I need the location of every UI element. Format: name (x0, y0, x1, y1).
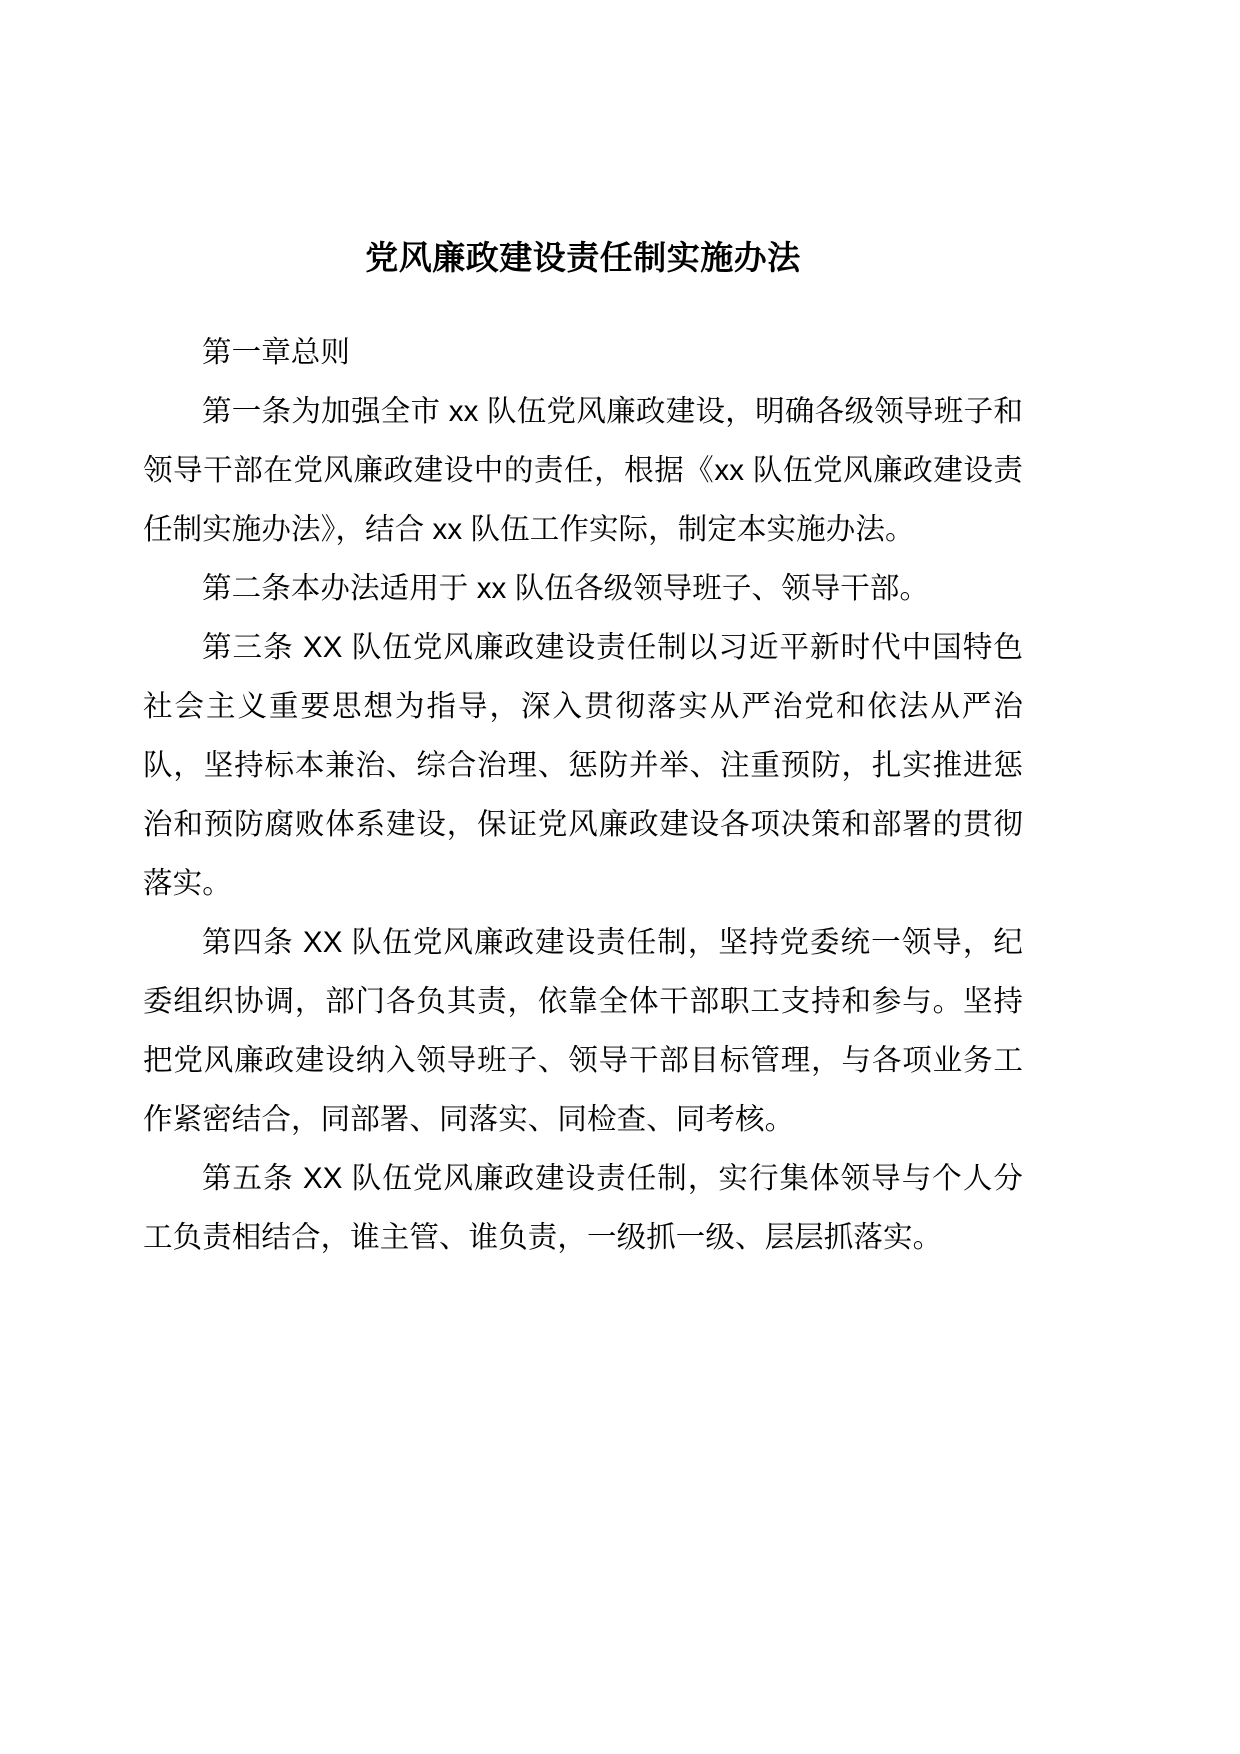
article-paragraph-2: 第二条本办法适用于 xx 队伍各级领导班子、领导干部。 (202, 571, 930, 605)
document-content (143, 236, 1023, 1267)
article-paragraph-1: 第一条为加强全市 xx 队伍党风廉政建设，明确各级领导班子和领导干部在党风廉政建设中的责任，根据《xx 队伍党风廉政建设责任制实施办法》，结合 xx 队伍工作实际，制定本实施办法。 (143, 394, 1023, 546)
page-title: 党风廉政建设责任制实施办法 (365, 239, 801, 276)
chapter-heading: 第一章总则 (202, 335, 351, 369)
article-paragraph-4: 第四条 XX 队伍党风廉政建设责任制，坚持党委统一领导，纪委组织协调，部门各负其责，依靠全体干部职工支持和参与。坚持把党风廉政建设纳入领导班子、领导干部目标管理，与各项业务工作紧密结合，同部署、同落实、同检查、同考核。 (143, 925, 1023, 1136)
article-paragraph-3: 第三条 XX 队伍党风廉政建设责任制以习近平新时代中国特色社会主义重要思想为指导，深入贯彻落实从严治党和依法从严治队，坚持标本兼治、综合治理、惩防并举、注重预防，扎实推进惩治和预防腐败体系建设，保证党风廉政建设各项决策和部署的贯彻落实。 (143, 630, 1023, 900)
article-paragraph-5: 第五条 XX 队伍党风廉政建设责任制，实行集体领导与个人分工负责相结合，谁主管、谁负责，一级抓一级、层层抓落实。 (143, 1161, 1023, 1254)
